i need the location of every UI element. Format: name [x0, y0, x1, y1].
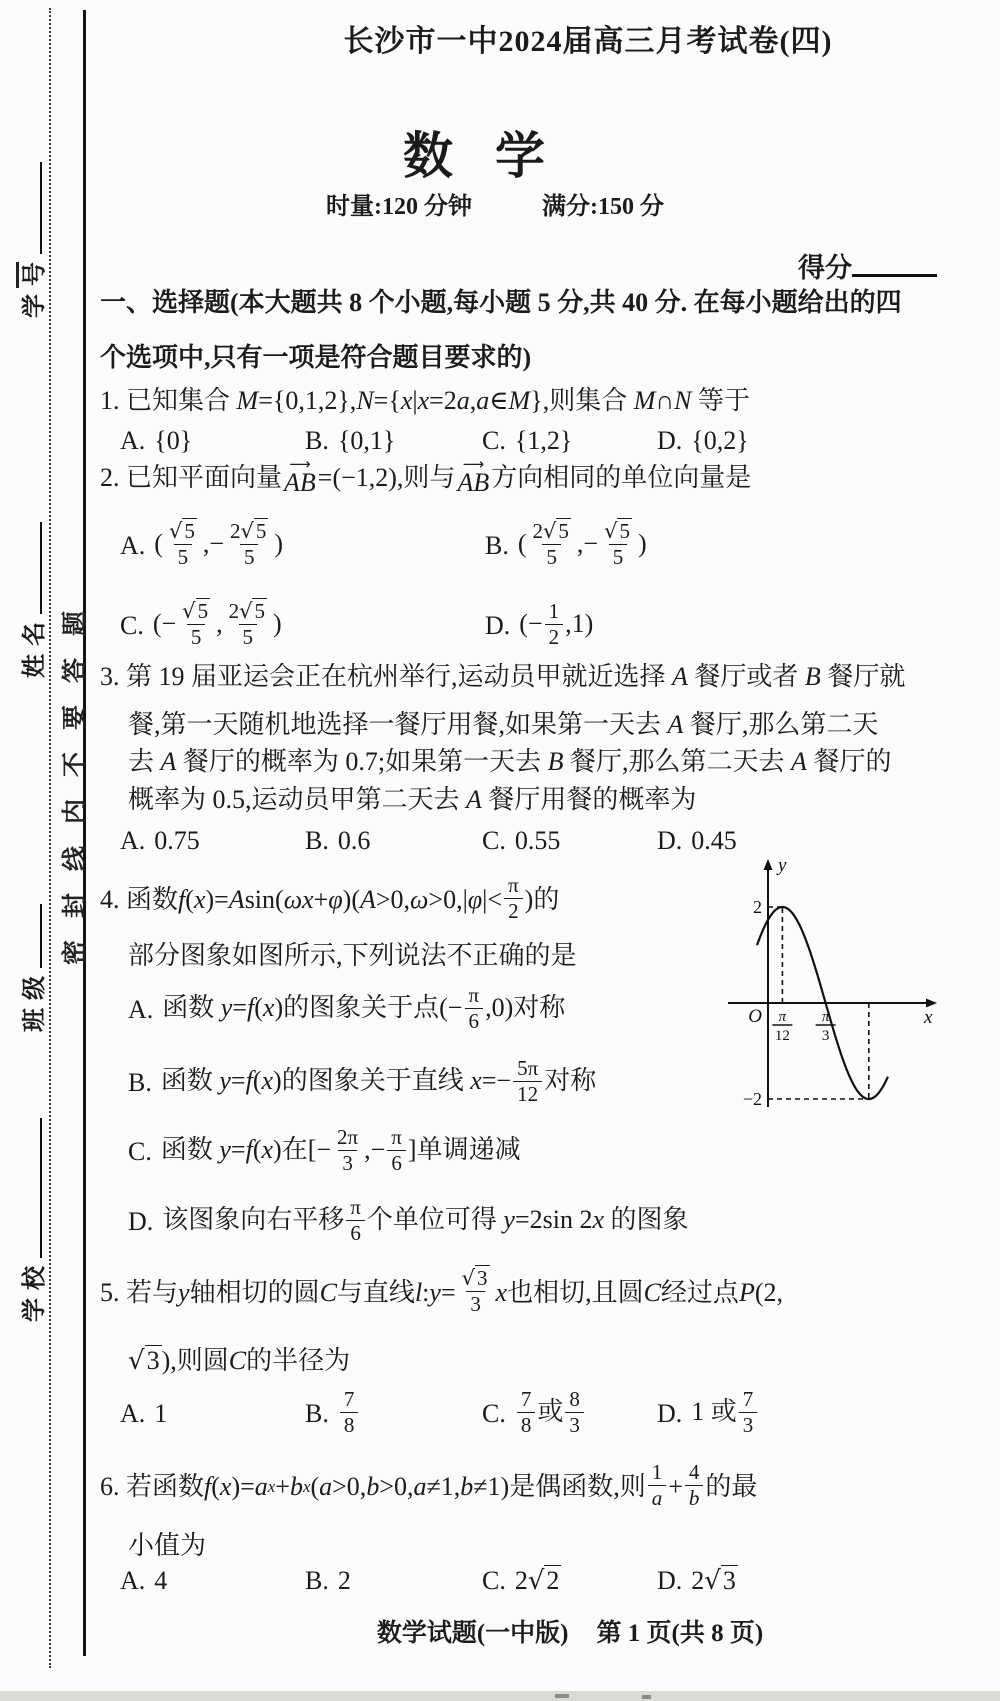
exam-duration: 时量:120 分钟	[326, 194, 472, 220]
score-blank	[852, 272, 937, 277]
footer-page-number: 第 1 页(共 8 页)	[596, 1620, 764, 1647]
subject-title: 数学	[403, 128, 587, 184]
q5-option-a: A. 1	[120, 1399, 168, 1428]
student-name-field	[14, 522, 49, 678]
q3-option-d: D. 0.45	[657, 826, 737, 855]
score-box	[798, 246, 937, 285]
q6-option-c: C. 2√2	[482, 1566, 560, 1596]
exam-title: 长沙市一中2024届高三月考试卷(四)	[343, 25, 833, 58]
y-axis-arrow	[764, 859, 773, 870]
school-blank	[38, 1118, 42, 1258]
q4-stem-line1: 4. 函数 f ( x )= A sin( ωx + φ )( A >0, ω >0,| φ |< $\frac{\pi}{2}$ )的	[100, 872, 560, 923]
q1-option-b: B. {0,1}	[305, 426, 396, 455]
page-footer	[130, 1613, 1000, 1649]
q4-stem-line2: 部分图象如图所示,下列说法不正确的是	[128, 941, 577, 970]
svg-text:π: π	[821, 1009, 830, 1025]
q2-option-a: A. ( $\frac{√5}{5}$ ,− $\frac{2√5}{5}$ )	[120, 518, 284, 569]
q2-options-row2	[100, 590, 988, 662]
q1-option-a: A. {0}	[120, 426, 193, 455]
q3-option-c: C. 0.55	[482, 826, 561, 855]
ytick-2: 2	[753, 897, 762, 917]
q2-options-row1	[100, 510, 988, 582]
student-name-label: 姓名	[22, 614, 48, 678]
section-heading-line2: 个选项中,只有一项是符合题目要求的)	[100, 343, 532, 372]
q4-option-c: C. 函数 y=f(x)在[− $\frac{2\pi}{3}$ ,− $\frac{\pi}{6}$ ]单调递减	[128, 1124, 521, 1175]
q6-option-d: D. 2√3	[657, 1566, 736, 1596]
q5-option-b: B. $\frac{7}{8}$	[305, 1378, 360, 1450]
q3-option-a: A. 0.75	[120, 826, 200, 855]
q2-stem: 2. 已知平面向量 ⟶ AB =(−1,2),则与 ⟶ AB 方向相同的单位向量是	[100, 455, 752, 497]
q5-stem-line2: √3 ),则圆 C 的半径为	[128, 1346, 351, 1376]
scan-smudge	[555, 1694, 569, 1698]
x-axis-label: x	[924, 1007, 933, 1028]
q2-option-d: D. (− $\frac{1}{2}$ ,1)	[485, 598, 594, 649]
q5-option-c: C. $\frac{7}{8}$ 或 $\frac{8}{3}$	[482, 1378, 586, 1450]
section-heading-line1: 一、选择题(本大题共 8 个小题,每小题 5 分,共 40 分. 在每小题给出的四	[100, 288, 902, 317]
school-field	[14, 1118, 49, 1322]
q3-stem-line1: 3. 第 19 届亚运会正在杭州举行,运动员甲就近选择 A 餐厅或者 B 餐厅就	[100, 662, 906, 691]
q6-option-b: B. 2	[305, 1566, 351, 1595]
exam-meta	[100, 186, 890, 221]
q4-option-a: A. 函数 y=f(x)的图象关于点(− $\frac{\pi}{6}$ ,0)对称	[128, 982, 566, 1033]
q3-stem-line3: 去 A 餐厅的概率为 0.7;如果第一天去 B 餐厅,那么第二天去 A 餐厅的	[128, 747, 892, 776]
student-id-label: 学号	[22, 254, 48, 318]
q1-stem: 1. 已知集合 M={0,1,2},N={x|x=2a,a∈M},则集合 M∩N 等于	[100, 386, 751, 415]
class-label: 班级	[22, 968, 48, 1032]
seal-warning-text: 密封线内不要答题	[62, 588, 89, 965]
q6-stem-line2: 小值为	[128, 1531, 207, 1560]
school-label: 学校	[22, 1258, 48, 1322]
q2-option-b: B. ( $\frac{2√5}{5}$ ,− $\frac{√5}{5}$ )	[485, 518, 647, 569]
q3-stem-line2: 餐,第一天随机地选择一餐厅用餐,如果第一天去 A 餐厅,那么第二天	[128, 710, 879, 739]
q6-option-a: A. 4	[120, 1566, 168, 1595]
svg-text:3: 3	[821, 1028, 830, 1044]
q3-option-b: B. 0.6	[305, 826, 371, 855]
y-axis-label: y	[778, 855, 787, 876]
q1-option-c: C. {1,2}	[482, 426, 573, 455]
q1-option-d: D. {0,2}	[657, 426, 749, 455]
exam-total-score: 满分:150 分	[542, 194, 664, 220]
student-id-field	[14, 162, 49, 318]
scan-bottom-edge	[0, 1691, 1000, 1701]
svg-text:12: 12	[774, 1028, 790, 1044]
q4-option-d: D. 该图象向右平移 $\frac{\pi}{6}$ 个单位可得 y=2sin 2x 的图象	[128, 1194, 689, 1245]
ytick-neg2: −2	[742, 1089, 762, 1109]
scan-smudge	[642, 1695, 651, 1699]
origin-label: O	[748, 1006, 762, 1027]
footer-paper-name: 数学试题(一中版)	[376, 1620, 569, 1647]
q2-option-c: C. (− $\frac{√5}{5}$ , $\frac{2√5}{5}$ )	[120, 598, 282, 649]
q4-function-graph	[688, 855, 940, 1117]
q4-option-b: B. 函数 y=f(x)的图象关于直线 x=− $\frac{5\pi}{12}$ 对称	[128, 1055, 597, 1106]
q5-stem-line1: 5. 若与 y 轴相切的圆 C 与直线 l : y = $\frac{√3}{3}$ x 也相切,且圆 C 经过点 P (2,	[100, 1265, 783, 1316]
svg-text:π: π	[778, 1009, 787, 1025]
class-blank	[38, 904, 42, 968]
student-name-blank	[38, 522, 42, 614]
q6-stem-line1: 6. 若函数 f ( x )= a x + b x ( a >0, b >0, a ≠1, b ≠1)是偶函数,则 $\frac{1}{a}$ + $\frac{4}{b}$ 的最	[100, 1459, 758, 1510]
q3-stem-line4: 概率为 0.5,运动员甲第二天去 A 餐厅用餐的概率为	[128, 785, 697, 814]
seal-dotted-line	[49, 8, 51, 1668]
x-tick-labels	[772, 1009, 835, 1044]
q6-options	[100, 1566, 988, 1602]
q5-option-d: D. 1 或 $\frac{7}{3}$	[657, 1378, 759, 1450]
score-label: 得分	[798, 253, 852, 283]
class-field	[14, 904, 49, 1032]
q5-options	[100, 1378, 988, 1450]
student-id-blank	[38, 162, 42, 254]
